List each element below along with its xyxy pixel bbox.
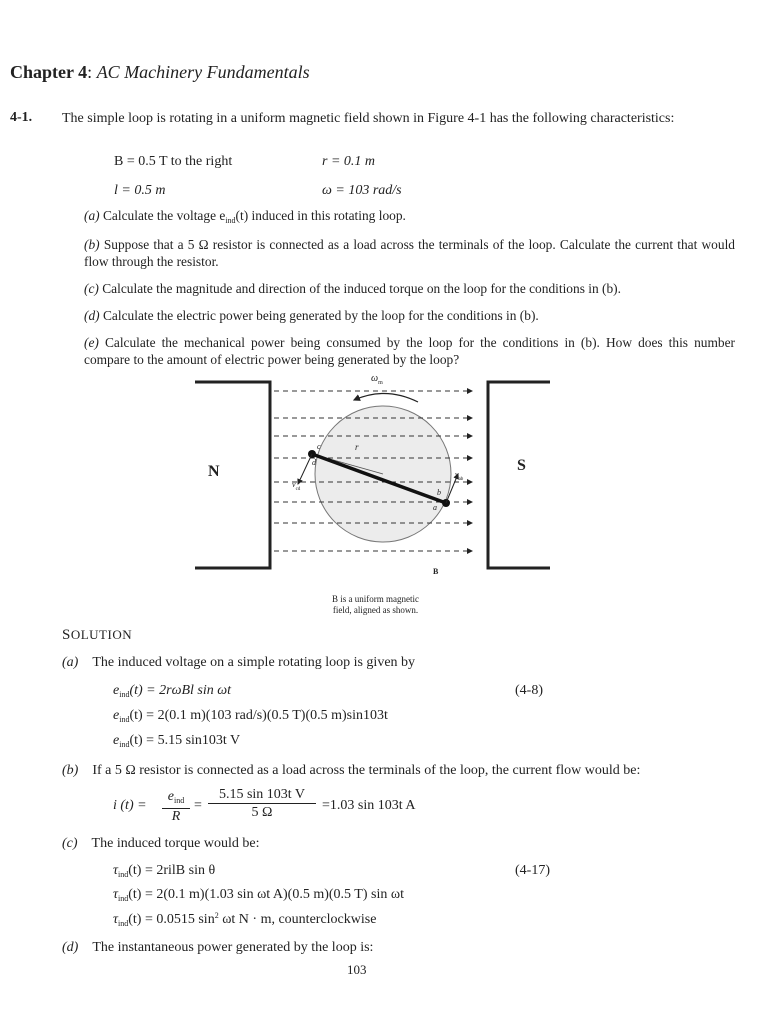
sol-b-frac2: 5.15 sin 103t V 5 Ω bbox=[208, 787, 316, 821]
part-e-text: Calculate the mechanical power being consumed by the loop for the conditions in (b). How does this number compare to the amount of electric power being generated by the loop? bbox=[84, 335, 735, 367]
sol-b-lhs: i (t) = bbox=[113, 798, 147, 813]
part-b bbox=[84, 236, 735, 270]
b-field-label: B bbox=[433, 567, 439, 576]
chapter-title: AC Machinery Fundamentals bbox=[96, 62, 310, 82]
part-a-label: (a) bbox=[84, 208, 100, 223]
given-b: B = 0.5 T to the right bbox=[114, 154, 233, 169]
sol-c-eq1: $\tau_{ind}(t)$ = 2rilB sin θ bbox=[113, 863, 216, 879]
part-c-text: Calculate the magnitude and direction of the induced torque on the loop for the conditions in (b). bbox=[102, 281, 621, 296]
solution-heading: SOLUTION bbox=[62, 627, 133, 643]
sol-b-result: =1.03 sin 103t A bbox=[322, 798, 416, 813]
part-a-text: Calculate the voltage e bbox=[102, 208, 226, 223]
part-c-label: (c) bbox=[84, 281, 99, 296]
sol-b-intro: (b) If a 5 Ω resistor is connected as a load across the terminals of the loop, the current flow would be: bbox=[62, 763, 641, 778]
point-a-label: a bbox=[433, 503, 437, 512]
velocity-ab-label: $v_{ab}$ bbox=[455, 470, 464, 482]
figure-caption bbox=[332, 594, 419, 616]
figure-caption-line2: field, aligned as shown. bbox=[332, 605, 419, 615]
sol-b-frac1: $e_{ind}$ R bbox=[162, 789, 190, 825]
part-a-sub: ind bbox=[225, 216, 236, 225]
sol-a-eq1-ref: (4-8) bbox=[515, 683, 543, 698]
sol-c-eq1-ref: (4-17) bbox=[515, 863, 550, 878]
omega-label: $\omega_m$ bbox=[371, 373, 383, 386]
part-d-text: Calculate the electric power being generated by the loop for the conditions in (b). bbox=[102, 308, 539, 323]
sol-a-eq3: $e_{ind}(t) = 5.15$ sin103t V bbox=[113, 733, 241, 749]
problem-statement: The simple loop is rotating in a uniform magnetic field shown in Figure 4-1 has the following characteristics: bbox=[62, 111, 675, 126]
part-c bbox=[84, 280, 735, 297]
point-d-label: d bbox=[312, 458, 316, 467]
pole-s-label: S bbox=[517, 457, 526, 474]
sol-a-eq2: $e_{ind}(t) = 2(0.1$ m)(103 rad/s)(0.5 T)(0.5 m)sin103t bbox=[113, 708, 388, 724]
sol-c-eq2: $\tau_{ind}(t) = 2(0.1$ m)(1.03 sin ωt A)(0.5 m)(0.5 T) sin ωt bbox=[113, 887, 404, 903]
chapter-heading bbox=[10, 62, 310, 83]
point-b-label: b bbox=[437, 488, 441, 497]
south-pole bbox=[488, 382, 550, 568]
given-l: l = 0.5 m bbox=[114, 183, 166, 198]
part-d bbox=[84, 307, 735, 324]
chapter-colon: : bbox=[87, 62, 93, 82]
given-omega: ω = 103 rad/s bbox=[322, 183, 402, 198]
sol-a-intro: (a) The induced voltage on a simple rotating loop is given by bbox=[62, 655, 416, 670]
figure-caption-line1: B is a uniform magnetic bbox=[332, 594, 419, 604]
part-e bbox=[84, 334, 735, 368]
problem-number: 4-1. bbox=[10, 110, 33, 125]
part-d-label: (d) bbox=[84, 308, 100, 323]
sol-a-eq1: $e_{ind}(t) = 2r\omega Bl$ sin ωt bbox=[113, 683, 232, 699]
north-pole bbox=[195, 382, 270, 568]
part-a bbox=[84, 207, 735, 229]
chapter-number: Chapter 4 bbox=[10, 62, 88, 82]
figure-rotating-loop bbox=[190, 370, 580, 620]
rotation-arrow bbox=[354, 393, 418, 402]
radius-label: r bbox=[355, 442, 359, 452]
part-b-text: Suppose that a 5 Ω resistor is connected as a load across the terminals of the loop. Calculate the current that would flow through the resistor. bbox=[84, 237, 735, 269]
part-a-tail: (t) induced in this rotating loop. bbox=[235, 208, 406, 223]
pole-n-label: N bbox=[208, 463, 220, 480]
part-b-label: (b) bbox=[84, 237, 100, 252]
page-number: 103 bbox=[347, 962, 367, 977]
part-e-label: (e) bbox=[84, 335, 99, 350]
sol-c-intro: (c) The induced torque would be: bbox=[62, 836, 260, 851]
sol-b-eq: = bbox=[194, 798, 202, 813]
given-r: r = 0.1 m bbox=[322, 154, 376, 169]
point-c-label: c bbox=[317, 442, 321, 451]
sol-d-intro: (d) The instantaneous power generated by the loop is: bbox=[62, 940, 374, 955]
velocity-cd-label: $v_{cd}$ bbox=[292, 480, 301, 492]
sol-c-eq3: $\tau_{ind}(t) = 0.0515$ $\sin^2 \omega t$ N · m, counterclockwise bbox=[113, 911, 377, 928]
